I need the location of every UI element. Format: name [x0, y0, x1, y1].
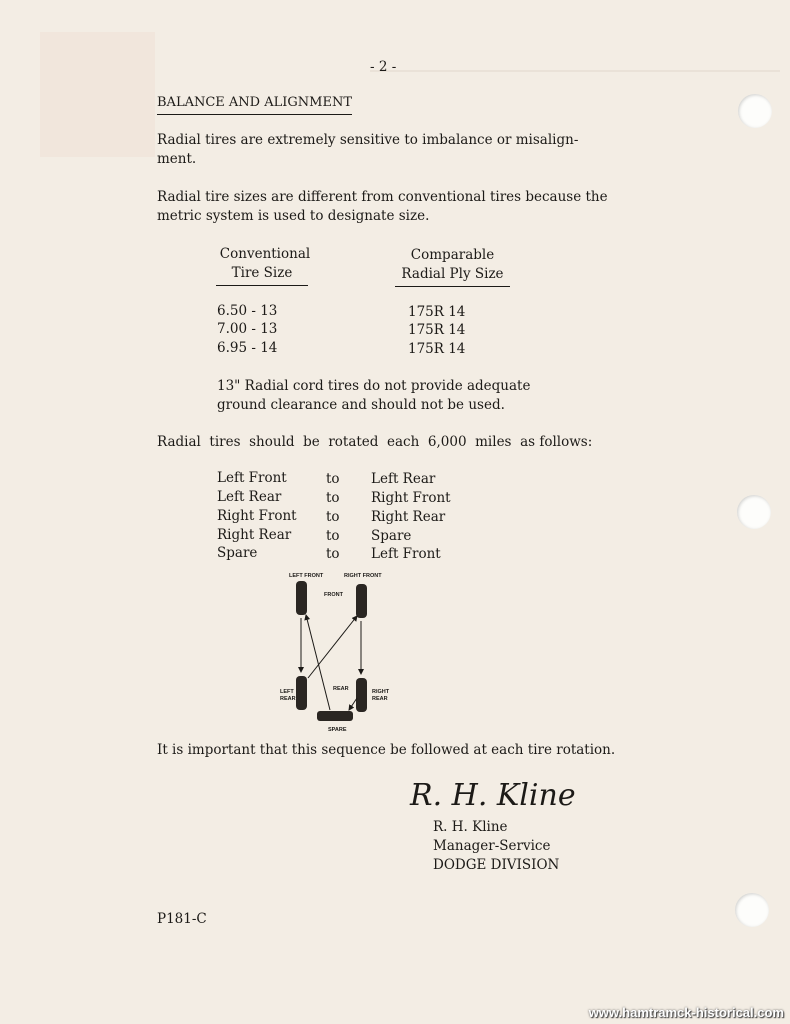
- rotation-to-4: Spare: [371, 528, 412, 544]
- rotation-to-word-4: to: [326, 528, 340, 544]
- signature: R. H. Kline: [410, 778, 576, 813]
- section-heading: BALANCE AND ALIGNMENT: [157, 93, 352, 115]
- label-left-rear-1: LEFT: [280, 689, 294, 695]
- rotation-intro: Radial tires should be rotated each 6,000 miles as follows:: [157, 434, 593, 450]
- bleed-through-header: [40, 32, 155, 157]
- label-spare: SPARE: [328, 727, 347, 733]
- label-right-rear-1: RIGHT: [372, 689, 390, 695]
- rotation-to-5: Left Front: [371, 546, 441, 562]
- rotation-to-2: Right Front: [371, 490, 451, 506]
- paragraph-2-line-1: Radial tire sizes are different from conventional tires because the: [157, 189, 608, 205]
- arrow-rr-to-spare: [349, 698, 357, 710]
- col-radial-header-1: Comparable: [410, 247, 495, 263]
- paragraph-2-line-2: metric system is used to designate size.: [157, 208, 430, 224]
- rotation-to-word-1: to: [326, 471, 340, 487]
- rotation-from-5: Spare: [217, 545, 258, 561]
- punch-hole-middle: [737, 495, 771, 529]
- tire-left-rear: [296, 676, 307, 710]
- rotation-to-1: Left Rear: [371, 471, 436, 487]
- rotation-to-3: Right Rear: [371, 509, 446, 525]
- label-front: FRONT: [324, 592, 343, 598]
- note-line-2: ground clearance and should not be used.: [217, 397, 505, 413]
- rotation-from-4: Right Rear: [217, 527, 292, 543]
- signer-division: DODGE DIVISION: [433, 857, 560, 873]
- table-row-1-radial: 175R 14: [408, 304, 466, 320]
- table-row-2-conventional: 7.00 - 13: [217, 321, 278, 337]
- tire-spare: [317, 711, 353, 721]
- page-number: - 2 -: [370, 59, 397, 75]
- rotation-to-word-5: to: [326, 546, 340, 562]
- tire-right-front: [356, 584, 367, 618]
- punch-hole-top: [738, 94, 772, 128]
- label-rear: REAR: [333, 686, 349, 692]
- document-code: P181-C: [157, 911, 207, 927]
- rotation-to-word-2: to: [326, 490, 340, 506]
- note-line-1: 13" Radial cord tires do not provide adequate: [217, 378, 531, 394]
- punch-hole-bottom: [735, 893, 769, 927]
- table-row-2-radial: 175R 14: [408, 322, 466, 338]
- rotation-from-3: Right Front: [217, 508, 297, 524]
- closing-sentence: It is important that this sequence be followed at each tire rotation.: [157, 742, 616, 758]
- rotation-to-word-3: to: [326, 509, 340, 525]
- arrow-lr-to-rf: [308, 616, 357, 678]
- signer-title: Manager-Service: [433, 838, 551, 854]
- tire-left-front: [296, 581, 307, 615]
- rotation-from-2: Left Rear: [217, 489, 282, 505]
- table-row-3-radial: 175R 14: [408, 341, 466, 357]
- table-row-3-conventional: 6.95 - 14: [217, 340, 278, 356]
- label-left-front: LEFT FRONT: [289, 573, 324, 579]
- arrow-spare-to-lf: [306, 615, 330, 710]
- tire-right-rear: [356, 678, 367, 712]
- label-right-rear-2: REAR: [372, 696, 388, 702]
- site-watermark: www.hamtramck-historical.com: [588, 1005, 784, 1020]
- col-conventional-header-2: Tire Size: [216, 264, 308, 286]
- label-right-front: RIGHT FRONT: [344, 573, 382, 579]
- bleed-through-title: [370, 70, 780, 112]
- rotation-from-1: Left Front: [217, 470, 287, 486]
- paragraph-1-line-2: ment.: [157, 151, 197, 167]
- table-row-1-conventional: 6.50 - 13: [217, 303, 278, 319]
- tire-rotation-diagram: [275, 568, 400, 736]
- col-conventional-header-1: Conventional: [219, 246, 311, 262]
- paragraph-1-line-1: Radial tires are extremely sensitive to imbalance or misalign-: [157, 132, 579, 148]
- label-left-rear-2: REAR: [280, 696, 296, 702]
- signer-name: R. H. Kline: [433, 819, 508, 835]
- col-radial-header-2: Radial Ply Size: [395, 265, 510, 287]
